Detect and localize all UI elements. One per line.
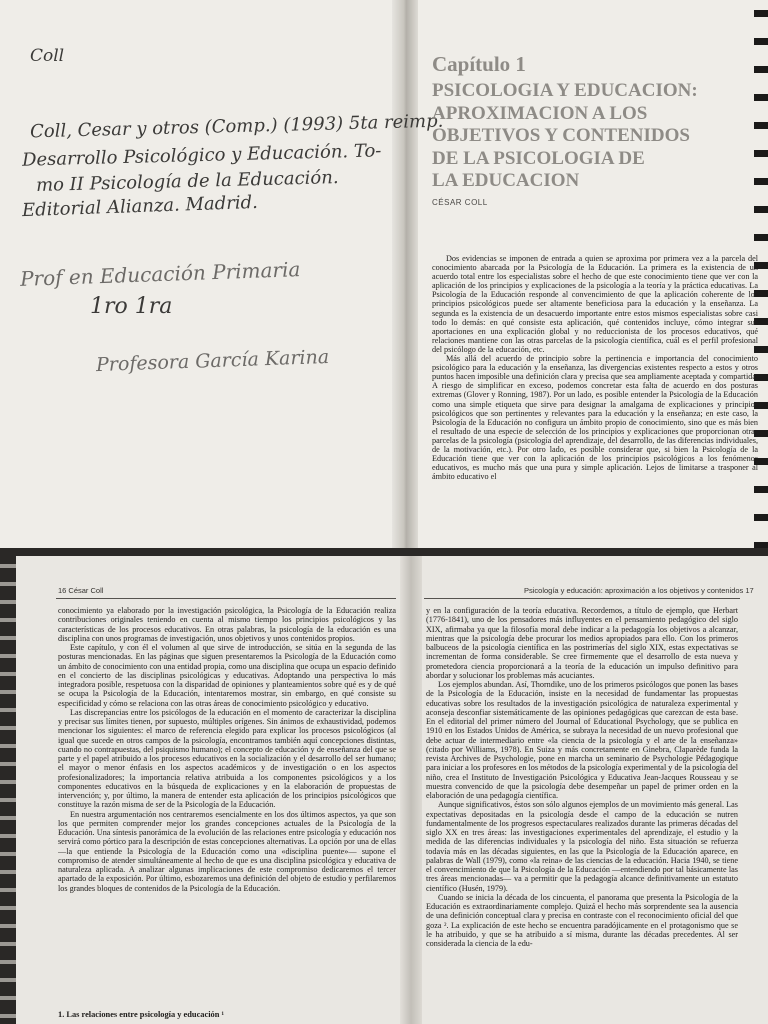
bottom-page-scan xyxy=(0,556,768,1024)
paragraph: Más allá del acuerdo de principio sobre la pertinencia e importancia del conocimiento psicológico para la educación y la enseñanza, las divergencias existentes respecto a estos y otros puntos hacen imposible una definición clara y precisa que sea ampliamente aceptada y compartida. A riesgo de simplificar en exceso, podemos concretar esta falta de acuerdo en dos posturas extremas (Glover y Ronning, 1987). Por un lado, es posible entender la Psicología de la Educación como una simple etiqueta que sirve para designar la amalgama de explicaciones y principios psicológicos que son pertinentes y relevantes para la educación y la enseñanza; en este caso, la Psicología de la Educación no configura un ámbito propio de conocimiento, sino que es más bien el resultado de una especie de selección de los principios y explicaciones que proporcionan otras parcelas de la psicología (psicología del aprendizaje, del desarrollo, de las diferencias individuales, de la motivación, etc.). Por otro lado, es posible considerar que, si bien la Psicología de la Educación tiene que ver con la aplicación de los principios psicológicos a los fenómenos educativos, es mucho más que una pura y simple aplicación. Lejos de limitarse a trasponer al ámbito educativo el xyxy=(432,354,758,482)
chapter-opening-text xyxy=(432,254,758,546)
handwritten-teacher: Profesora García Karina xyxy=(95,345,330,377)
handwritten-citation: Desarrollo Psicológico y Educación. To- xyxy=(21,140,382,171)
chapter-title-line: APROXIMACION A LOS xyxy=(432,102,648,124)
paragraph: Dos evidencias se imponen de entrada a quien se aproxima por primera vez a la parcela del conocimiento abarcada por la Psicología de la Educación. La primera es la existencia de un acuerdo total entre los especialistas sobre el hecho de que este conocimiento tiene que ver con la aplicación de los principios y explicaciones de la psicología a la teoría y la práctica educativas. La Psicología de la Educación responde al convencimiento de que la aplicación coherente de los principios psicológicos puede ser altamente beneficiosa para la educación y la enseñanza. La segunda es la existencia de un desacuerdo importante entre estos mismos especialistas sobre casi todo lo demás: en qué consiste esta aplicación, qué contenidos incluye, cómo integrar sus aportaciones en una explicación global y no reduccionista de los procesos educativos, qué relaciones mantiene con las otras parcelas de la psicología científica, cuál es el perfil profesional del psicólogo de la educación, etc. xyxy=(432,254,758,354)
running-head-left: 16 César Coll xyxy=(58,586,104,595)
handwritten-citation: Editorial Alianza. Madrid. xyxy=(21,191,259,222)
chapter-title-line: LA EDUCACION xyxy=(432,170,580,191)
paragraph: conocimiento ya elaborado por la investigación psicológica, la Psicología de la Educación realiza contribuciones originales teniendo en cuenta al mismo tiempo los principios psicológicos y las características de los procesos educativos. En otras palabras, la psicología de la educación es una disciplina con unos programas de investigación, unos objetivos y unos contenidos propios. xyxy=(58,606,396,643)
chapter-title xyxy=(432,80,752,193)
chapter-number: Capítulo 1 xyxy=(432,52,526,76)
binding-holes xyxy=(0,556,16,1024)
chapter-author: CÉSAR COLL xyxy=(432,198,488,207)
section-heading: 1. Las relaciones entre psicología y educación ¹ xyxy=(58,1010,224,1019)
left-page-text xyxy=(58,606,396,1010)
header-rule xyxy=(56,598,396,599)
paragraph: Cuando se inicia la década de los cincuenta, el panorama que presenta la Psicología de la Educación es extraordinariamente complejo. Quizá el hecho más sorprendente sea la ausencia de una definición conceptual clara y precisa en contraste con el reconocimiento oficial del que goza ². La explicación de este hecho se encuentra paradójicamente en el protagonismo que se le ha atribuido, y que se ha atribuido a sí misma, durante las décadas precedentes. Al ser considerada la ciencia de la edu- xyxy=(426,892,738,948)
chapter-title-line: PSICOLOGIA Y EDUCACION: xyxy=(432,80,698,101)
handwritten-citation: Coll, Cesar y otros (Comp.) (1993) 5ta reimp. xyxy=(29,110,444,143)
handwritten-year: 1ro 1ra xyxy=(90,294,173,319)
book-fold xyxy=(392,0,418,548)
header-rule xyxy=(424,598,740,599)
chapter-title-line: OBJETIVOS Y CONTENIDOS xyxy=(432,125,690,146)
book-fold xyxy=(400,556,422,1024)
right-page-text xyxy=(426,606,738,1024)
paragraph: Los ejemplos abundan. Así, Thorndike, uno de los primeros psicólogos que ponen las bases de la Psicología de la Educación, insiste en la necesidad de fundamentar las propuestas educativas sobre los resultados de la investigación psicológica de naturaleza experimental y aconseja desconfiar sistemáticamente de las opiniones pedagógicas que carezcan de esta base. En el editorial del primer número del Journal of Educational Psychology, que se publica en 1910 en los Estados Unidos de América, se subraya la necesidad de un nuevo profesional que debe actuar de intermediario entre «la ciencia de la psicología y el arte de la enseñanza» (citado por Williams, 1978). En Suiza y más concretamente en Ginebra, Claparède funda la revista Archives de Psychologie, pone en marcha un seminario de Psychologie Pédagogique para iniciar a los profesores en los métodos de la psicología experimental y de la psicología del niño, crea el Instituto de Investigación Psicológica y Educativa Jean-Jacques Rousseau y se muestra convencido de que la psicología debe desempeñar un papel de primer orden en la elaboración de una pedagogía científica. xyxy=(426,680,738,800)
handwritten-note: Coll xyxy=(30,46,65,66)
paragraph: Aunque significativos, éstos son sólo algunos ejemplos de un movimiento más general. Las expectativas depositadas en la psicología desde el campo de la educación se nutren fundamentalmente de los progresos espectaculares realizados durante las primeras décadas del siglo XX en tres áreas: las investigaciones experimentales del aprendizaje, el estudio y la medida de las diferencias individuales y la psicología del niño. Esta situación se refuerza todavía más en las décadas siguientes, en las que la Psicología de la Educación aparece, en palabras de Wall (1979), como «la reina» de las ciencias de la educación. Hacia 1940, se tiene el convencimiento de que la Psicología de la Educación —entendiendo por tal básicamente las tres áreas mencionadas— va a permitir que la pedagogía alcance definitivamente un estatuto científico (Husén, 1979). xyxy=(426,800,738,893)
paragraph: y en la configuración de la teoría educativa. Recordemos, a título de ejemplo, que Herbart (1776-1841), uno de los pensadores más influyentes en el pensamiento pedagógico del siglo XIX, afirmaba ya que la filosofía moral debe indicar a la pedagogía los objetivos a alcanzar, mientras que la psicología debe procurar los medios apropiados para ello. Con los primeros balbuceos de la psicología científica en las postrimerías del siglo XIX, estas expectativas se incrementan de forma considerable. Se cree firmemente que el desarrollo de esta nueva y prometedora ciencia proporcionará a la teoría de la educación un impulso definitivo para abordar y solucionar los problemas más acuciantes. xyxy=(426,606,738,680)
chapter-title-line: DE LA PSICOLOGIA DE xyxy=(432,147,645,169)
handwritten-citation: mo II Psicología de la Educación. xyxy=(35,167,339,196)
paragraph: En nuestra argumentación nos centraremos esencialmente en los dos últimos aspectos, ya que son los que permiten comprender mejor los grandes concepciones actuales de la Psicología de la Educación. Una síntesis panorámica de la evolución de las relaciones entre psicología y educación nos servirá como pórtico para la descripción de estas concepciones alternativas. La opción por una de ellas —la que entiende la Psicología de la Educación como una «disciplina puente»— supone el compromiso de atender simultáneamente al hecho de que es una disciplina psicológica y educativa de naturaleza aplicada. A analizar algunas implicaciones de este compromiso dedicaremos el tercer apartado de la exposición. Por último, esbozaremos una definición del objeto de estudio y perfilaremos los grandes bloques de contenidos de la Psicología de la Educación. xyxy=(58,809,396,893)
handwritten-course: Prof en Educación Primaria xyxy=(19,257,301,291)
paragraph: Este capítulo, y con él el volumen al que sirve de introducción, se sitúa en la segunda de las posturas mencionadas. En las páginas que siguen presentaremos la Psicología de la Educación como un ámbito de conocimiento con una entidad propia, como una disciplina que ocupa un espacio definido en el concierto de las disciplinas psicológicas y educativas. Adoptando una perspectiva lo más integradora posible, respetuosa con la disparidad de opiniones y planteamientos sobre qué es y de qué se ocupa la Psicología de la Educación, intentaremos mostrar, sin embargo, en qué consiste su especificidad y cómo se relaciona con las otras áreas de conocimiento psicológico y educativo. xyxy=(58,643,396,708)
running-head-right: Psicología y educación: aproximación a los objetivos y contenidos 17 xyxy=(524,586,754,595)
paragraph: Las discrepancias entre los psicólogos de la educación en el momento de caracterizar la disciplina y precisar sus límites tienen, por supuesto, múltiples orígenes. Sin ánimos de exhaustividad, podemos mencionar los siguientes: el marco de referencia elegido para explicar los procesos psicológicos (al igual que sucede en otros campos de la psicología, encontramos también aquí concepciones distintas, cuando no contrapuestas, del psiquismo humano); el concepto de educación y de enseñanza del que se parte y el papel atribuido a los procesos educativos en la socialización y el desarrollo del ser humano; el mayor o menor énfasis en los aspectos académicos y de investigación o en los aspectos profesionalizadores; la importancia relativa atribuida a los componentes psicológicos y a los componentes educativos en la búsqueda de explicaciones y en la elaboración de propuestas de intervención; y, por último, la manera de entender esta aplicación de los principios psicológicos que constituye la razón misma de ser de la Psicología de la Educación. xyxy=(58,707,396,810)
